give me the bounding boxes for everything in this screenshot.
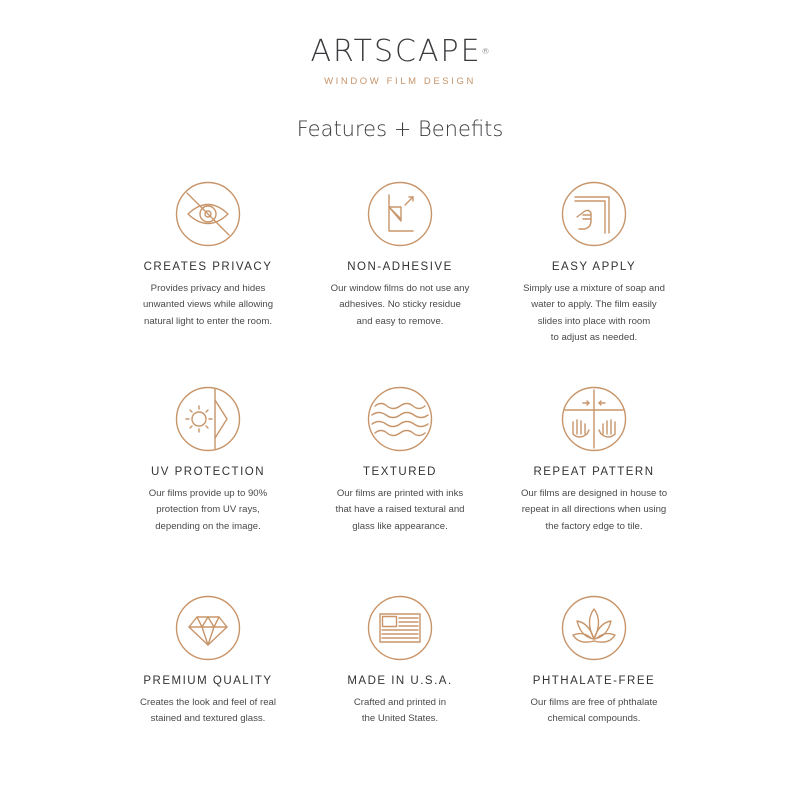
feature-description [499,695,689,728]
desc-line: Simply use a mixture of soap and [523,283,665,294]
desc-line: and easy to remove. [356,315,444,327]
desc-line: Our films provide up to 90% [148,488,268,499]
desc-line: depending on the image. [155,520,261,532]
brand-name: ARTSCAPE [310,34,482,69]
sun-uv-icon [175,386,241,452]
eye-privacy-icon [175,181,241,247]
feature-description [499,281,689,346]
feature-description [113,486,303,535]
brand-tagline: WINDOW FILM DESIGN [324,76,476,87]
brand-header [0,34,800,87]
desc-line: protection from UV rays, [156,504,260,516]
feature-textured [305,386,495,535]
feature-description [305,695,495,728]
desc-line: that have a raised textural and [335,504,465,516]
desc-line: adhesives. No sticky residue [339,299,461,311]
feature-title: PHTHALATE-FREE [532,675,656,687]
feature-description [113,281,303,330]
registered-mark: ® [481,47,490,56]
feature-title: TEXTURED [363,466,437,478]
desc-line: Our window films do not use any [330,283,470,294]
desc-line: repeat in all directions when using [521,504,667,516]
feature-title: REPEAT PATTERN [533,466,655,478]
feature-title: CREATES PRIVACY [143,261,273,273]
desc-line: to adjust as needed. [550,331,638,343]
desc-line: Crafted and printed in [353,697,447,708]
feature-easy-apply [499,181,689,346]
feature-title: UV PROTECTION [150,466,266,478]
feature-title: MADE IN U.S.A. [347,675,453,687]
feature-description [305,281,495,330]
desc-line: glass like appearance. [352,520,448,532]
desc-line: Creates the look and feel of real [140,697,276,708]
desc-line: chemical compounds. [547,713,641,725]
desc-line: unwanted views while allowing [142,299,274,311]
lotus-icon [561,595,627,661]
feature-description [113,695,303,728]
page-title: Features + Benefits [296,117,504,141]
feature-title: PREMIUM QUALITY [143,675,273,687]
feature-uv-protection [113,386,303,535]
us-flag-icon [367,595,433,661]
feature-phthalate-free [499,595,689,728]
feature-premium-quality [113,595,303,728]
desc-line: Our films are printed with inks [336,488,464,499]
feature-non-adhesive [305,181,495,330]
feature-title: NON-ADHESIVE [347,261,453,273]
desc-line: Provides privacy and hides [150,283,266,294]
desc-line: Our films are designed in house to [520,488,668,499]
desc-line: the United States. [361,713,439,725]
diamond-icon [175,595,241,661]
desc-line: natural light to enter the room. [144,315,272,327]
repeat-pattern-hands-icon [561,386,627,452]
feature-repeat-pattern [499,386,689,535]
non-adhesive-icon [367,181,433,247]
feature-description [499,486,689,535]
easy-apply-hand-icon [561,181,627,247]
feature-creates-privacy [113,181,303,330]
brand-logo [0,34,800,70]
desc-line: slides into place with room [537,315,651,327]
desc-line: water to apply. The film easily [531,299,657,311]
feature-title: EASY APPLY [551,261,637,273]
desc-line: Our films are free of phthalate [530,697,658,708]
feature-made-in-usa [305,595,495,728]
desc-line: stained and textured glass. [150,713,266,725]
waves-texture-icon [367,386,433,452]
feature-description [305,486,495,535]
desc-line: the factory edge to tile. [545,520,643,532]
